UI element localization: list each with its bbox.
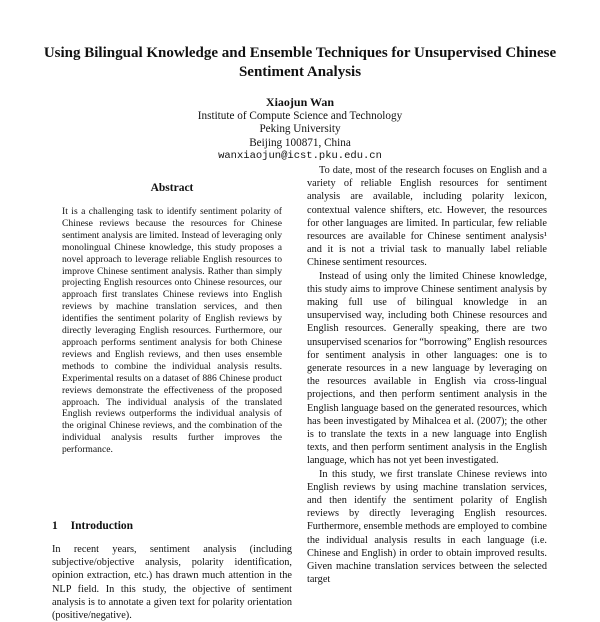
abstract-text: It is a challenging task to identify sentiment polarity of Chinese reviews because the resources for Chinese sentiment analysis are limited. Instead of leveraging only monolingual Chinese knowledge, this study proposes a novel approach to leverage reliable English resources to improve Chinese sentiment analysis. Rather than simply projecting English resources onto Chinese resources, our approach first translates Chinese reviews into English reviews by machine translation services, and then identifies the sentiment polarity of English reviews by directly leveraging English resources. Furthermore, our approach performs sentiment analysis for both Chinese reviews and English reviews, and then uses ensemble methods to combine the individual analysis results. Experimental results on a dataset of 886 Chinese product reviews demonstrate the effectiveness of the proposed approach. The individual analysis of the translated English reviews outperforms the individual analysis of the original Chinese reviews, and the combination of the individual analysis results further improves the performance. [62,206,282,456]
author-university: Peking University [259,123,341,136]
body-paragraph: Instead of using only the limited Chinese knowledge, this study aims to improve Chinese sentiment analysis by making full use of bilingual knowledge in an unsupervised way, including both Chinese resources and English resources. Generally speaking, there are two unsupervised scenarios for “borrowing” English resources for sentiment analysis in other languages: one is to generate resources in a new language by leveraging on the resources available in English via cross-lingual projections, and then perform sentiment analysis in the English language based on the generated resources, which has been investigated by Mihalcea et al. (2007); the other is to translate the texts in a new language into English texts, and then perform sentiment analysis in the English language, which has not yet been investigated. [307,270,547,467]
author-institute: Institute of Compute Science and Technology [197,109,403,122]
author-name: Xiaojun Wan [265,95,335,109]
author-city: Beijing 100871, China [249,136,351,149]
section-heading [52,520,133,532]
right-column [307,164,547,587]
body-paragraph: To date, most of the research focuses on English and a variety of reliable English resources for sentiment analysis are available, including polarity lexicon, contextual valence shifters, etc. However, the resources for other languages are limited. In particular, few reliable resources are available for Chinese sentiment analysis¹ and it is not a trivial task to manually label reliable Chinese sentiment resources. [307,165,547,269]
abstract-heading: Abstract [150,182,194,194]
author-email: wanxiaojun@icst.pku.edu.cn [218,150,382,163]
body-paragraph: In this study, we first translate Chinese reviews into English reviews by using machine translation services, and then identify the sentiment polarity of English reviews by directly leveraging English resources. Furthermore, ensemble methods are employed to combine the individual analysis results in each language (i.e. Chinese and English) in order to obtain improved results. Given machine translation services between the selected target [307,468,547,586]
intro-paragraph: In recent years, sentiment analysis (including subjective/objective analysis, polarity identification, opinion extraction, etc.) has drawn much attention in the NLP field. In this study, the objective of sentiment analysis is to annotate a given text for polarity orientation (positive/negative). [52,544,292,622]
section-title: Introduction [70,520,134,532]
paper-title: Using Bilingual Knowledge and Ensemble Techniques for Unsupervised Chinese Sentiment Analysis [43,45,557,80]
author-block [100,96,500,164]
section-number: 1 [52,520,58,532]
left-column [52,180,292,456]
